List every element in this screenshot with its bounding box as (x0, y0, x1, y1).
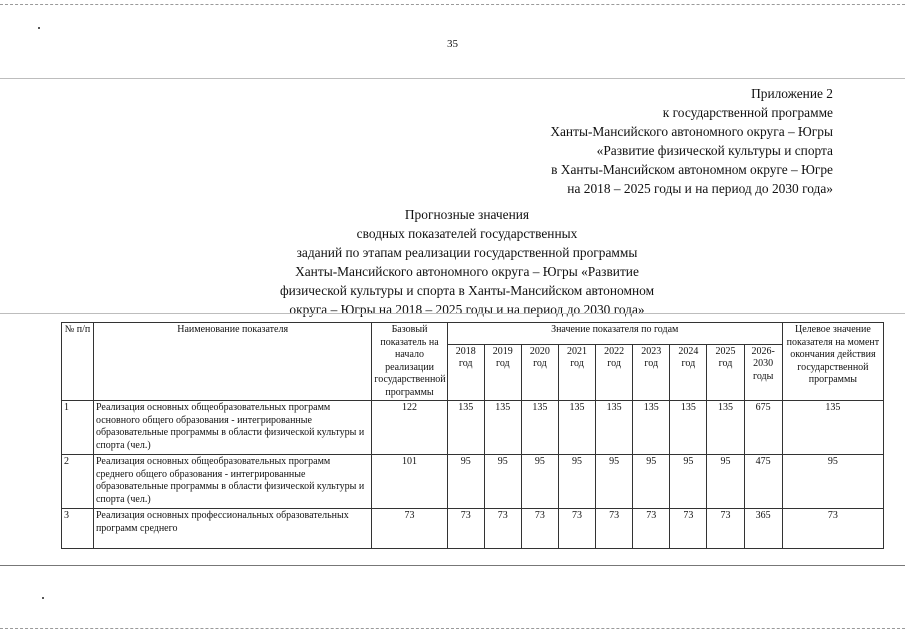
header-year: 2023 год (633, 344, 670, 400)
row-value: 95 (707, 455, 744, 509)
header-year: 2018 год (447, 344, 484, 400)
table-header-row (62, 323, 884, 345)
scan-speck (42, 597, 44, 599)
row-value: 73 (558, 509, 595, 549)
table-row (62, 455, 884, 509)
header-year: 2021 год (558, 344, 595, 400)
row-value: 135 (707, 401, 744, 455)
header-year: 2019 год (484, 344, 521, 400)
appendix-line: «Развитие физической культуры и спорта (596, 143, 833, 158)
row-value: 73 (596, 509, 633, 549)
row-target: 95 (782, 455, 883, 509)
header-rule (0, 78, 905, 79)
scan-top-edge (0, 4, 905, 5)
title-line: физической культуры и спорта в Ханты-Мансийском автономном (279, 283, 655, 298)
row-value: 73 (670, 509, 707, 549)
row-target: 73 (782, 509, 883, 549)
table-top-rule (0, 313, 905, 314)
row-value: 95 (484, 455, 521, 509)
row-value: 135 (558, 401, 595, 455)
header-year: 2025 год (707, 344, 744, 400)
row-value: 135 (521, 401, 558, 455)
row-base: 73 (372, 509, 447, 549)
row-value: 73 (633, 509, 670, 549)
row-value: 135 (484, 401, 521, 455)
row-value: 475 (744, 455, 782, 509)
page-break-rule (0, 565, 905, 566)
title-line: сводных показателей государственных (356, 226, 578, 241)
row-value: 95 (447, 455, 484, 509)
row-value: 73 (484, 509, 521, 549)
row-value: 135 (633, 401, 670, 455)
header-num: № п/п (62, 323, 94, 401)
appendix-header (550, 84, 833, 198)
row-value: 95 (521, 455, 558, 509)
indicators-table (61, 322, 884, 549)
row-value: 95 (558, 455, 595, 509)
appendix-line: Приложение 2 (751, 86, 833, 101)
header-year: 2020 год (521, 344, 558, 400)
row-base: 122 (372, 401, 447, 455)
row-value: 95 (670, 455, 707, 509)
header-year: 2024 год (670, 344, 707, 400)
appendix-line: Ханты-Мансийского автономного округа – Югры (550, 124, 833, 139)
row-target: 135 (782, 401, 883, 455)
table-clip (0, 322, 905, 565)
table-row (62, 509, 884, 549)
row-value: 73 (447, 509, 484, 549)
header-target: Целевое значение показателя на момент окончания действия государственной программы (782, 323, 883, 401)
appendix-line: на 2018 – 2025 годы и на период до 2030 года» (567, 181, 833, 196)
table-row (62, 401, 884, 455)
header-year: 2022 год (596, 344, 633, 400)
row-name: Реализация основных профессиональных образовательных программ среднего (93, 509, 371, 549)
row-value: 135 (670, 401, 707, 455)
row-value: 365 (744, 509, 782, 549)
appendix-line: в Ханты-Мансийском автономном округе – Югре (551, 162, 833, 177)
document-title (197, 205, 737, 319)
row-base: 101 (372, 455, 447, 509)
row-num: 1 (62, 401, 94, 455)
row-name: Реализация основных общеобразовательных программ среднего общего образования - интегрированные образовательные программы в области физической культуры и спорта (чел.) (93, 455, 371, 509)
row-value: 73 (521, 509, 558, 549)
row-value: 95 (596, 455, 633, 509)
header-values-group: Значение показателя по годам (447, 323, 782, 345)
title-line: Прогнозные значения (404, 207, 530, 222)
row-num: 3 (62, 509, 94, 549)
title-line: заданий по этапам реализации государственной программы (296, 245, 638, 260)
title-line: Ханты-Мансийского автономного округа – Югры «Развитие (295, 264, 639, 279)
page-number: 35 (447, 38, 458, 50)
row-value: 135 (447, 401, 484, 455)
header-base: Базовый показатель на начало реализации государственной программы (372, 323, 447, 401)
row-value: 135 (596, 401, 633, 455)
header-year: 2026-2030 годы (744, 344, 782, 400)
row-value: 95 (633, 455, 670, 509)
row-value: 73 (707, 509, 744, 549)
row-name: Реализация основных общеобразовательных программ основного общего образования - интегрированные образовательные программы в области физической культуры и спорта (чел.) (93, 401, 371, 455)
header-name: Наименование показателя (93, 323, 371, 401)
scan-bottom-edge (0, 628, 905, 629)
row-num: 2 (62, 455, 94, 509)
title-line: округа – Югры на 2018 – 2025 годы и на период до 2030 года» (289, 302, 645, 317)
row-value: 675 (744, 401, 782, 455)
scan-speck (38, 27, 40, 29)
appendix-line: к государственной программе (662, 105, 833, 120)
